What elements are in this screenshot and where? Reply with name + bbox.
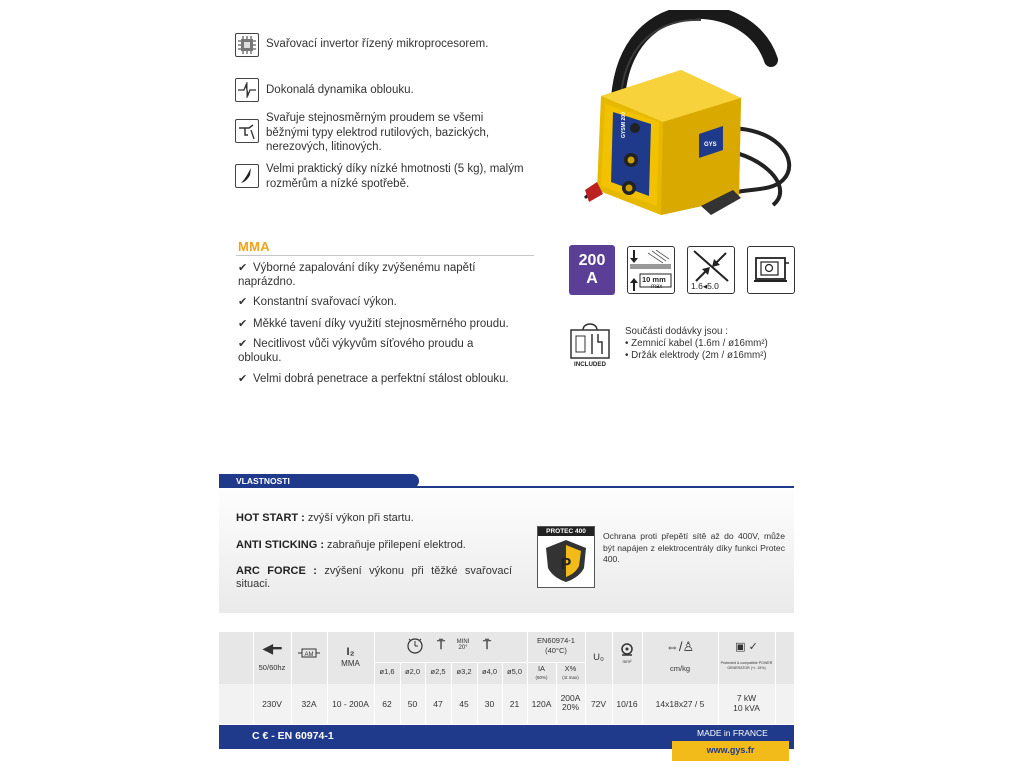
microprocessor-icon [235,33,259,57]
ia-value: 120A [531,699,552,709]
electrode-holder-icon [235,119,259,143]
col-divider [291,632,292,724]
time-value: 62 [382,699,392,709]
x-value: 200A 20% [560,693,581,712]
cable-value: 10/16 [616,699,638,709]
fuse-icon [291,648,327,660]
electrode-range: 1.6◂5.0 [691,281,719,291]
property-arc-force: ARC FORCE : zvýšení výkonu při těžké svařovací situaci. [236,565,513,590]
current-rating-badge: 200 A [569,245,615,295]
dims-unit: cm/kg [669,664,690,673]
dims-weight-icon: ⇔/♙ [665,639,695,654]
thickness-sub: max [651,284,663,290]
x-percent-header: X% (1t max) [562,664,579,680]
i2-symbol: I₂ [346,646,355,658]
electrode-symbol-icon: ⍑ [437,637,445,652]
svg-text:AM: AM [304,652,314,658]
check-icon: ✔ [238,338,248,350]
u0-header: U₀ [593,652,604,663]
protec-description: Ochrana proti přepětí sítě až do 400V, může být napájen z elektrocentrály díky funkci Protec 400. [603,531,785,564]
svg-text:INCLUDED: INCLUDED [574,361,606,368]
mma-bullet: ✔ Měkké tavení díky využití stejnosměrného proudu. [238,318,509,330]
plug-icon: ◀━ [262,640,282,656]
included-item: • Zemnicí kabel (1.6m / ø16mm²) [625,338,768,349]
cable-reel-icon: mm² [612,643,642,664]
generator-compat-icon: ▣ ✓ [735,641,758,653]
i2-sub: MMA [341,659,360,668]
arc-dynamics-icon [235,78,259,102]
mma-divider [236,255,534,256]
property-hot-start: HOT START : zvýší výkon při startu. [236,512,414,524]
feature-text: Svařuje stejnosměrným proudem se všemi běžnými typy elektrod rutilových, bazických, nerezových, litinových. [266,112,490,153]
svg-text:GYSMI 200: GYSMI 200 [621,112,627,138]
thickness-box [627,246,675,294]
mma-bullet: ✔ Výborné zapalování díky zvýšenému napětí naprázdno. [238,262,476,288]
col-divider [585,632,586,724]
check-icon: ✔ [238,296,248,308]
mains-frequency: 50/60hz [258,663,286,672]
voltage-value: 230V [262,699,282,709]
mma-bullet: ✔ Velmi dobrá penetrace a perfektní stálost oblouku. [238,373,509,385]
diameter-header: ø5,0 [506,667,522,676]
col-divider [775,632,776,724]
row-divider [527,662,585,663]
diameter-header: ø1,6 [379,667,395,676]
range-value: 10 - 200A [332,699,369,709]
fuse-value: 32A [301,699,317,709]
u0-value: 72V [590,699,607,709]
generator-note: Protected & compatible POWER GENERATOR (+/- 15%) [720,661,773,670]
diameter-header: ø2,5 [430,667,446,676]
col-divider [374,632,375,724]
ce-standard: C € - EN 60974-1 [252,730,334,742]
feature-text: Svařovací invertor řízený mikroprocesorem. [266,38,489,50]
check-icon: ✔ [238,373,248,385]
included-title: Součásti dodávky jsou : [625,326,728,337]
time-value: 21 [509,699,520,709]
diameter-header: ø3,2 [456,667,472,676]
mini-angle-label: MINI 20° [456,639,470,651]
light-weight-icon [235,164,259,188]
electrode-diameter-box [687,246,735,294]
row-divider [374,662,527,663]
diameter-header: ø2,0 [404,667,420,676]
website-link[interactable]: www.gys.fr [672,741,789,761]
generator-value: 7 kW 10 kVA [733,693,760,713]
dims-value: 14x18x27 / 5 [655,699,705,709]
feature-text: Velmi praktický díky nízké hmotnosti (5 kg), malým rozměrům a nízké spotřebě. [266,163,524,190]
electrode-symbol-icon: ⍑ [483,637,491,652]
check-icon: ✔ [238,318,248,330]
protec-logo: PROTEC 400 P [537,526,595,588]
generator-box [747,246,795,294]
welder-product-image [583,10,803,215]
properties-header: VLASTNOSTI [219,474,419,488]
included-list [625,326,768,362]
included-accessories-icon [568,320,612,368]
time-value: 47 [433,699,443,709]
included-item: • Držák elektrody (2m / ø16mm²) [625,350,767,361]
mma-bullet: ✔ Konstantní svařovací výkon. [238,296,397,308]
standard-label: EN60974-1 (40°C) [537,636,575,655]
ia-header: IA (60%) [535,664,548,680]
diameter-header: ø4,0 [481,667,497,676]
duty-clock-icon [405,636,425,656]
svg-text:P: P [560,556,572,573]
time-value: 30 [484,699,495,709]
made-in-label: MADE in FRANCE [697,728,768,738]
property-anti-sticking: ANTI STICKING : zabraňuje přilepení elektrod. [236,539,466,551]
thickness-value: 10 mm [642,275,666,284]
svg-text:GYS: GYS [704,142,717,148]
check-icon: ✔ [238,262,248,274]
generator-icon [748,247,793,292]
mma-bullet: ✔ Necitlivost vůči výkyvům síťového proudu a oblouku. [238,338,474,364]
time-value: 50 [407,699,418,709]
feature-text: Dokonalá dynamika oblouku. [266,84,414,96]
mma-title: MMA [238,239,270,254]
time-value: 45 [459,699,469,709]
